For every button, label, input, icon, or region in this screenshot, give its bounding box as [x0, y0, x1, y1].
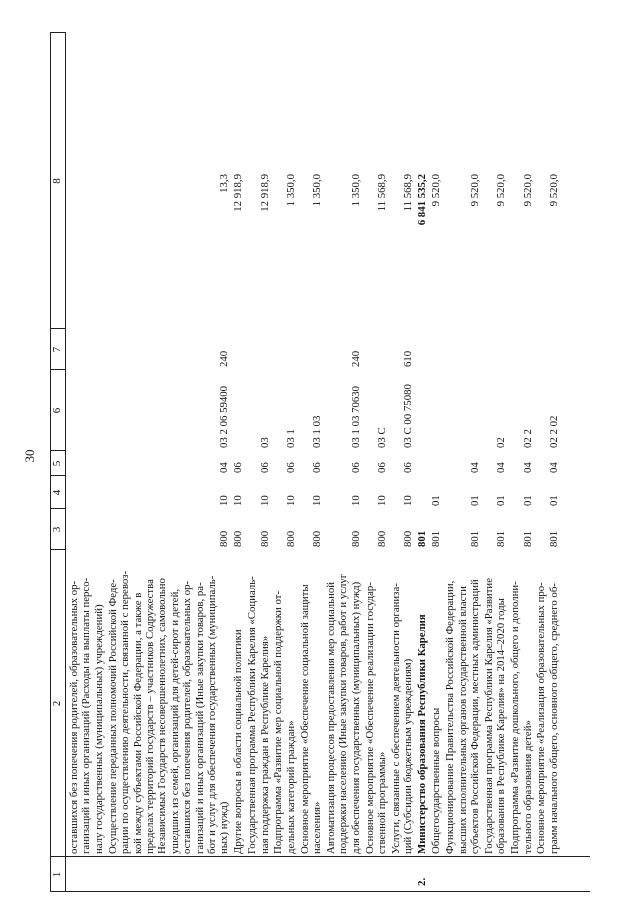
cell-section-code: 10	[349, 495, 362, 506]
column-header-4: 4	[51, 489, 63, 496]
row-description-line: грамм начального общего, основного общего, среднего об-	[547, 583, 560, 854]
cell-amount: 1 350,0	[284, 174, 297, 207]
cell-target-article: 03 1 03	[311, 415, 324, 448]
column-header-7: 7	[51, 346, 63, 353]
cell-department-code: 800	[402, 530, 415, 547]
budget-table-sheet	[50, 32, 590, 892]
row-description-line: ганизаций и иных организаций (Расходы на выплаты персо-	[80, 577, 93, 854]
cell-department-code: 800	[349, 530, 362, 547]
cell-section-code: 10	[402, 495, 415, 506]
column-header-3: 3	[51, 526, 63, 533]
column-header-6: 6	[51, 407, 63, 414]
cell-department-code: 800	[232, 530, 245, 547]
cell-subsection-code: 06	[311, 462, 324, 473]
cell-section-code: 01	[430, 495, 443, 506]
row-description-line: Основное мероприятие «Обеспечение социальной защиты	[298, 584, 311, 854]
cell-section-code: 10	[376, 495, 389, 506]
cell-section-code: 10	[311, 495, 324, 506]
row-number: 2.	[416, 877, 429, 886]
cell-amount: 9 520,0	[521, 174, 534, 207]
row-description-line: Функционирование Правительства Российской Федерации,	[444, 580, 457, 854]
cell-target-article: 03 С 00 75080	[402, 384, 415, 448]
cell-department-code: 800	[218, 530, 231, 547]
cell-department-code: 801	[430, 530, 443, 547]
row-description-line: налу государственных (муниципальных) учреждений)	[92, 604, 105, 854]
cell-amount: 1 350,0	[349, 174, 362, 207]
cell-department-code: 800	[284, 530, 297, 547]
row-description-line: субъектов Российской Федерации, местных администраций	[468, 579, 481, 854]
table-rule-col1	[50, 856, 590, 857]
row-description-line: ганизаций и иных организаций (Иные закупки товаров, ра-	[193, 582, 206, 854]
table-rule-header	[65, 32, 66, 892]
cell-target-article: 03	[258, 437, 271, 448]
row-description-line: Министерство образования Республики Карелия	[416, 614, 429, 854]
row-description-line: пределах территорий государств – участников Содружества	[143, 579, 156, 854]
cell-expense-type: 240	[349, 350, 362, 367]
row-description-line: дельных категорий граждан»	[284, 720, 297, 854]
row-description-line: оставшихся без попечения родителей, образовательных ор-	[68, 580, 80, 854]
table-rule-left	[50, 891, 590, 892]
column-header-8: 8	[51, 178, 63, 184]
row-description-line: ушедших из семей, организаций для детей-сирот и детей,	[168, 588, 181, 854]
row-description-line: населения»	[311, 801, 324, 854]
cell-expense-type: 610	[402, 350, 415, 367]
cell-amount: 9 520,0	[468, 174, 481, 207]
cell-department-code: 801	[547, 530, 560, 547]
row-description-line: Осуществление переданных полномочий Российской Феде-	[106, 579, 119, 854]
cell-section-code: 01	[521, 495, 534, 506]
cell-amount: 11 568,9	[376, 174, 389, 212]
row-description-line: Основное мероприятие «Реализация образовательных про-	[535, 582, 548, 854]
cell-subsection-code: 06	[232, 462, 245, 473]
cell-subsection-code: 04	[495, 462, 508, 473]
cell-section-code: 01	[495, 495, 508, 506]
cell-subsection-code: 06	[402, 462, 415, 473]
cell-target-article: 02 2 02	[547, 415, 560, 448]
row-description-line: для обеспечения государственных (муниципальных) нужд)	[349, 581, 362, 854]
row-description-line: Общегосударственные вопросы	[430, 707, 443, 854]
row-description-line: образования в Республике Карелия» на 2014–2020 годы	[495, 598, 508, 854]
cell-section-code: 01	[468, 495, 481, 506]
cell-department-code: 800	[311, 530, 324, 547]
cell-department-code: 800	[376, 530, 389, 547]
cell-target-article: 03 2 06 59400	[218, 385, 231, 448]
row-description-line: рации по осуществлению деятельности, связанной с перевоз-	[119, 570, 132, 854]
cell-subsection-code: 04	[218, 462, 231, 473]
cell-section-code: 10	[284, 495, 297, 506]
row-description-line: Автоматизация процессов предоставления мер социальной	[325, 581, 337, 854]
cell-section-code: 01	[547, 495, 560, 506]
column-header-1: 1	[51, 871, 63, 878]
cell-subsection-code: 04	[521, 462, 534, 473]
row-description-line: оставшихся без попечения родителей, образовательных ор-	[181, 580, 194, 854]
cell-amount: 6 841 535,2	[416, 174, 429, 226]
cell-subsection-code: 06	[258, 462, 271, 473]
cell-amount: 9 520,0	[495, 174, 508, 207]
cell-amount: 9 520,0	[430, 174, 443, 207]
cell-amount: 1 350,0	[311, 174, 324, 207]
cell-department-code: 801	[521, 530, 534, 547]
cell-amount: 12 918,9	[232, 174, 245, 212]
cell-target-article: 03 1	[284, 429, 297, 448]
cell-target-article: 02	[495, 437, 508, 448]
cell-department-code: 800	[258, 530, 271, 547]
cell-subsection-code: 06	[376, 462, 389, 473]
cell-subsection-code: 04	[468, 462, 481, 473]
cell-section-code: 10	[232, 495, 245, 506]
row-description-line: ственной программы»	[376, 751, 389, 854]
row-description-line: Подпрограмма «Развитие мер социальной поддержки от-	[272, 590, 285, 854]
row-description-line: Другие вопросы в области социальной политики	[232, 629, 245, 854]
row-description-line: Независимых Государств несовершеннолетних, самовольно	[156, 578, 169, 854]
cell-expense-type: 240	[218, 350, 231, 367]
cell-department-code: 801	[495, 530, 508, 547]
page-number: 30	[22, 449, 37, 463]
cell-section-code: 10	[258, 495, 271, 506]
column-header-2: 2	[51, 700, 63, 707]
row-description-line: Услуги, связанные с обеспечением деятельности организа-	[390, 583, 402, 854]
row-description-line: поддержки населению (Иные закупки товаров, работ и услуг	[337, 573, 350, 854]
cell-department-code: 801	[416, 530, 429, 547]
row-description-line: ных) нужд)	[218, 801, 231, 854]
row-description-line: Государственная программа Республики Карелия «Развитие	[482, 578, 495, 854]
row-description-line: высших исполнительных органов государственной власти	[456, 586, 469, 854]
row-description-line: ная поддержка граждан в Республике Карелия»	[258, 635, 271, 854]
cell-subsection-code: 06	[349, 462, 362, 473]
row-description-line: кой между субъектами Российской Федерации, а также в	[131, 592, 144, 854]
cell-subsection-code: 06	[284, 462, 297, 473]
row-description-line: бот и услуг для обеспечения государственных (муниципаль-	[205, 575, 218, 854]
cell-department-code: 801	[468, 530, 481, 547]
cell-amount: 13,3	[218, 174, 231, 193]
cell-amount: 12 918,9	[258, 174, 271, 212]
cell-target-article: 03 С	[376, 427, 389, 448]
cell-amount: 9 520,0	[547, 174, 560, 207]
cell-subsection-code: 04	[547, 462, 560, 473]
cell-section-code: 10	[218, 495, 231, 506]
cell-target-article: 02 2	[521, 429, 534, 448]
budget-table	[50, 32, 590, 892]
row-description-line: ций (Субсидии бюджетным учреждениям)	[402, 658, 415, 854]
row-description-line: тельного образования детей»	[521, 720, 534, 854]
row-description-line: Основное мероприятие «Обеспечение реализации государ-	[363, 582, 376, 854]
cell-target-article: 03 1 03 70630	[349, 385, 362, 448]
cell-amount: 11 568,9	[402, 174, 415, 212]
row-description-line: Подпрограмма «Развитие дошкольного, общего и дополни-	[509, 581, 522, 854]
row-description-line: Государственная программа Республики Карелия «Социаль-	[246, 576, 259, 854]
column-header-5: 5	[51, 460, 63, 467]
